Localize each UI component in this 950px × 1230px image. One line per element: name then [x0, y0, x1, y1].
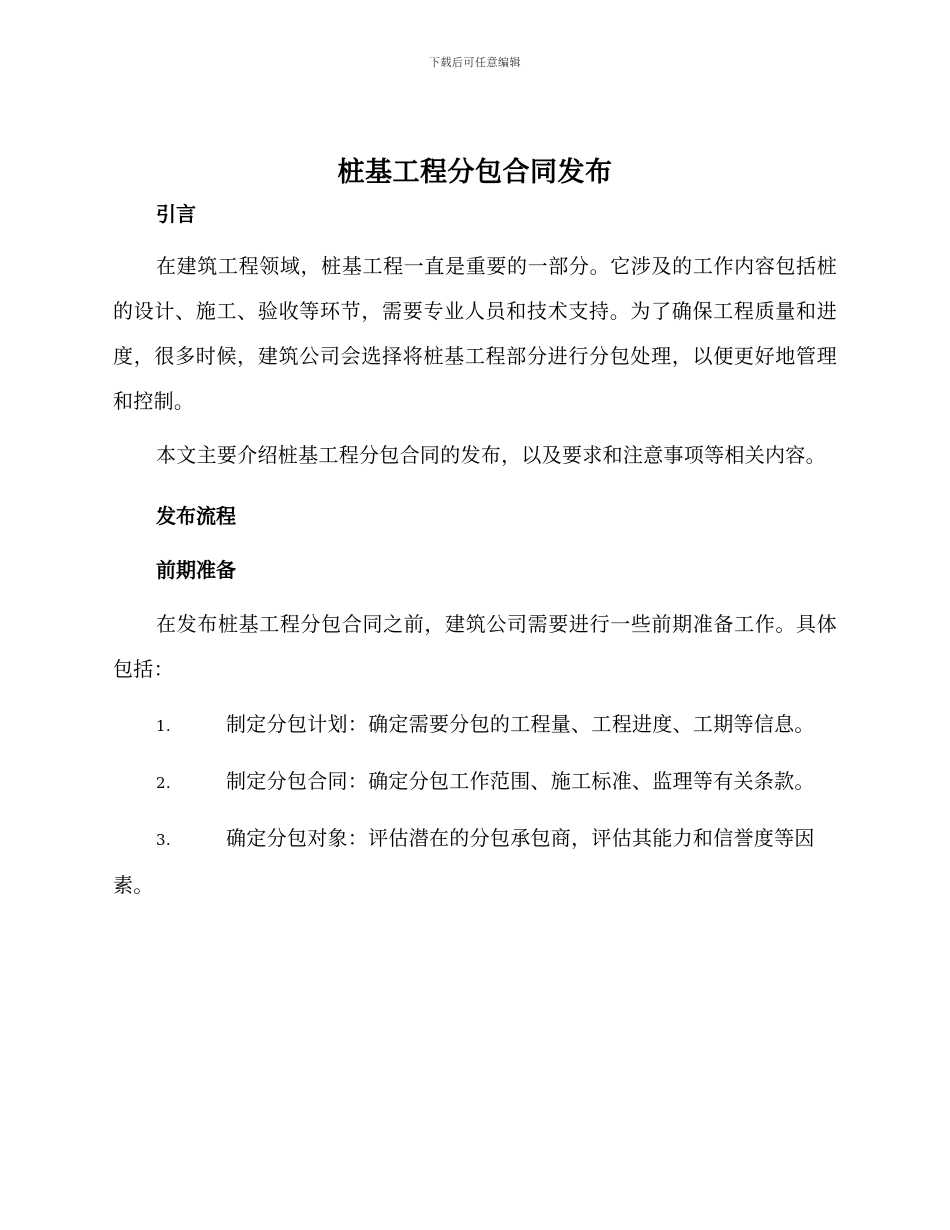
document-title: 桩基工程分包合同发布	[337, 157, 613, 188]
list-item	[113, 759, 837, 806]
subsection-heading-preparation: 前期准备	[156, 558, 236, 582]
list-item	[113, 702, 837, 749]
list-item-number: 3.	[156, 831, 171, 849]
list-item-text: 确定分包对象：评估潜在的分包承包商，评估其能力和信誉度等因素。	[113, 826, 815, 897]
preparation-paragraph: 在发布桩基工程分包合同之前，建筑公司需要进行一些前期准备工作。具体包括：	[113, 612, 837, 681]
header-note: 下载后可任意编辑	[429, 56, 521, 69]
document-body	[113, 192, 837, 908]
section-heading-intro: 引言	[156, 202, 196, 226]
list-item-text: 制定分包合同：确定分包工作范围、施工标准、监理等有关条款。	[226, 769, 815, 793]
list-item-number: 1.	[156, 717, 171, 735]
section-heading-process: 发布流程	[156, 504, 236, 528]
list-item	[113, 816, 837, 908]
list-item-number: 2.	[156, 774, 171, 792]
list-item-text: 制定分包计划：确定需要分包的工程量、工程进度、工期等信息。	[226, 712, 815, 736]
intro-paragraph-2: 本文主要介绍桩基工程分包合同的发布，以及要求和注意事项等相关内容。	[156, 443, 826, 467]
intro-paragraph-1: 在建筑工程领域，桩基工程一直是重要的一部分。它涉及的工作内容包括桩的设计、施工、验收等环节，需要专业人员和技术支持。为了确保工程质量和进度，很多时候，建筑公司会选择将桩基工程部分进行分包处理，以便更好地管理和控制。	[113, 254, 837, 413]
